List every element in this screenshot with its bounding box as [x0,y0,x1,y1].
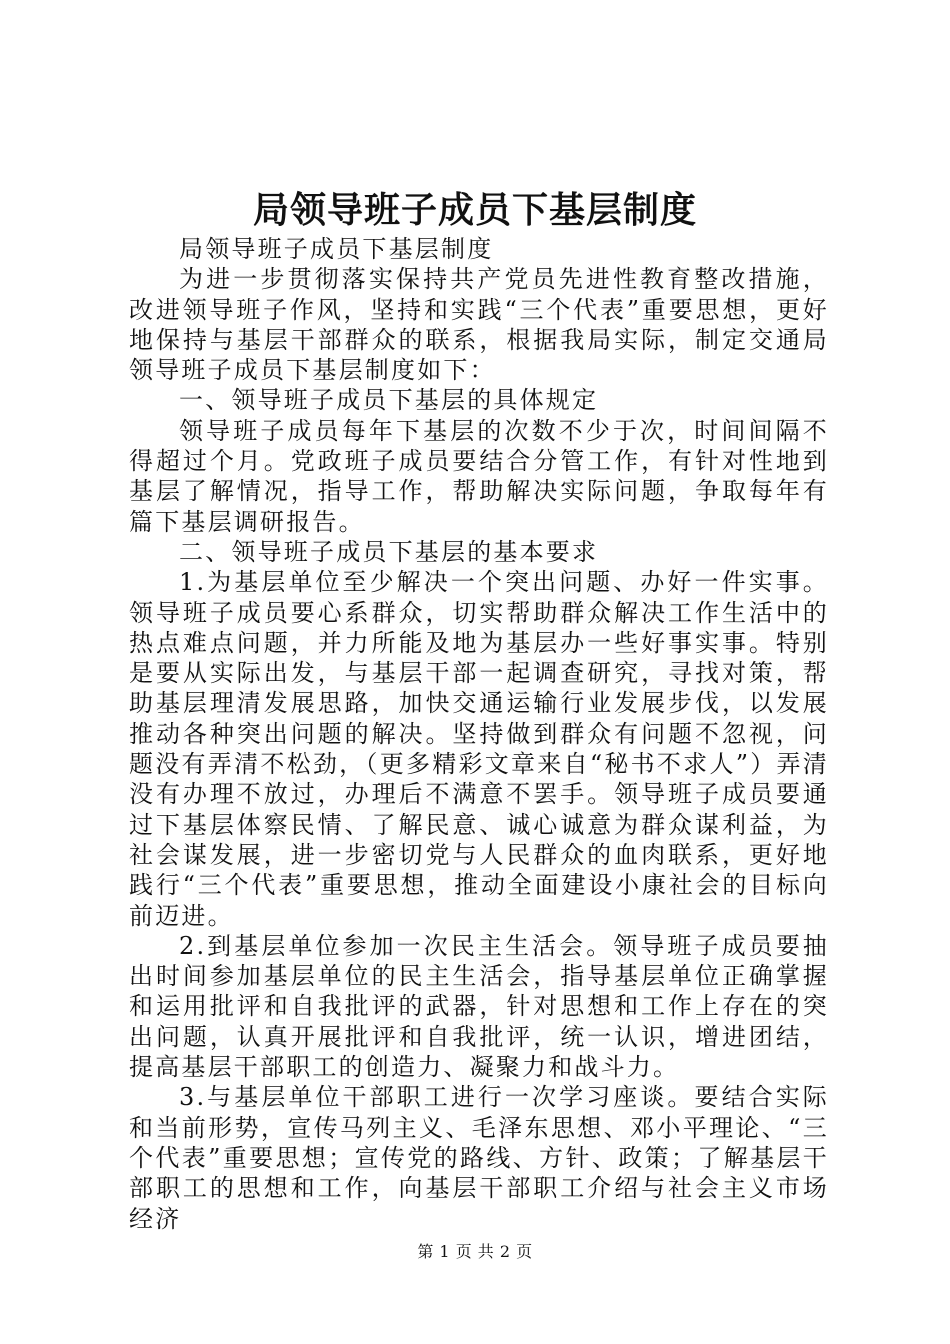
paragraph-intro: 为进一步贯彻落实保持共产党员先进性教育整改措施，改进领导班子作风，坚持和实践“三个代表”重要思想，更好地保持与基层干部群众的联系，根据我局实际，制定交通局领导班子成员下基层制度如下： [129,265,829,385]
paragraph-rules: 领导班子成员每年下基层的次数不少于次，时间间隔不得超过个月。党政班子成员要结合分管工作，有针对性地到基层了解情况，指导工作，帮助解决实际问题，争取每年有篇下基层调研报告。 [129,416,829,536]
paragraph-subtitle: 局领导班子成员下基层制度 [179,235,494,263]
page-footer: 第 1 页 共 2 页 [417,1242,533,1261]
document-title: 局领导班子成员下基层制度 [252,189,697,231]
section-heading-2: 二、领导班子成员下基层的基本要求 [179,537,599,566]
section-heading-1: 一、领导班子成员下基层的具体规定 [179,386,599,415]
paragraph-item-3: 3.与基层单位干部职工进行一次学习座谈。要结合实际和当前形势，宣传马列主义、毛泽东思想、邓小平理论、“三个代表”重要思想；宣传党的路线、方针、政策；了解基层干部职工的思想和工作，向基层干部职工介绍与社会主义市场经济 [129,1083,829,1233]
paragraph-item-2: 2.到基层单位参加一次民主生活会。领导班子成员要抽出时间参加基层单位的民主生活会，指导基层单位正确掌握和运用批评和自我批评的武器，针对思想和工作上存在的突出问题，认真开展批评和自我批评，统一认识，增进团结，提高基层干部职工的创造力、凝聚力和战斗力。 [129,931,829,1082]
paragraph-item-1: 1.为基层单位至少解决一个突出问题、办好一件实事。领导班子成员要心系群众，切实帮助群众解决工作生活中的热点难点问题，并力所能及地为基层办一些好事实事。特别是要从实际出发，与基层干部一起调查研究，寻找对策，帮助基层理清发展思路，加快交通运输行业发展步伐，以发展推动各种突出问题的解决。坚持做到群众有问题不忽视，问题没有弄清不松劲，（更多精彩文章来自“秘书不求人”）弄清没有办理不放过，办理后不满意不罢手。领导班子成员要通过下基层体察民情、了解民意、诚心诚意为群众谋利益，为社会谋发展，进一步密切党与人民群众的血肉联系，更好地践行“三个代表”重要思想，推动全面建设小康社会的目标向前迈进。 [129,568,829,930]
document-body [129,234,829,1234]
